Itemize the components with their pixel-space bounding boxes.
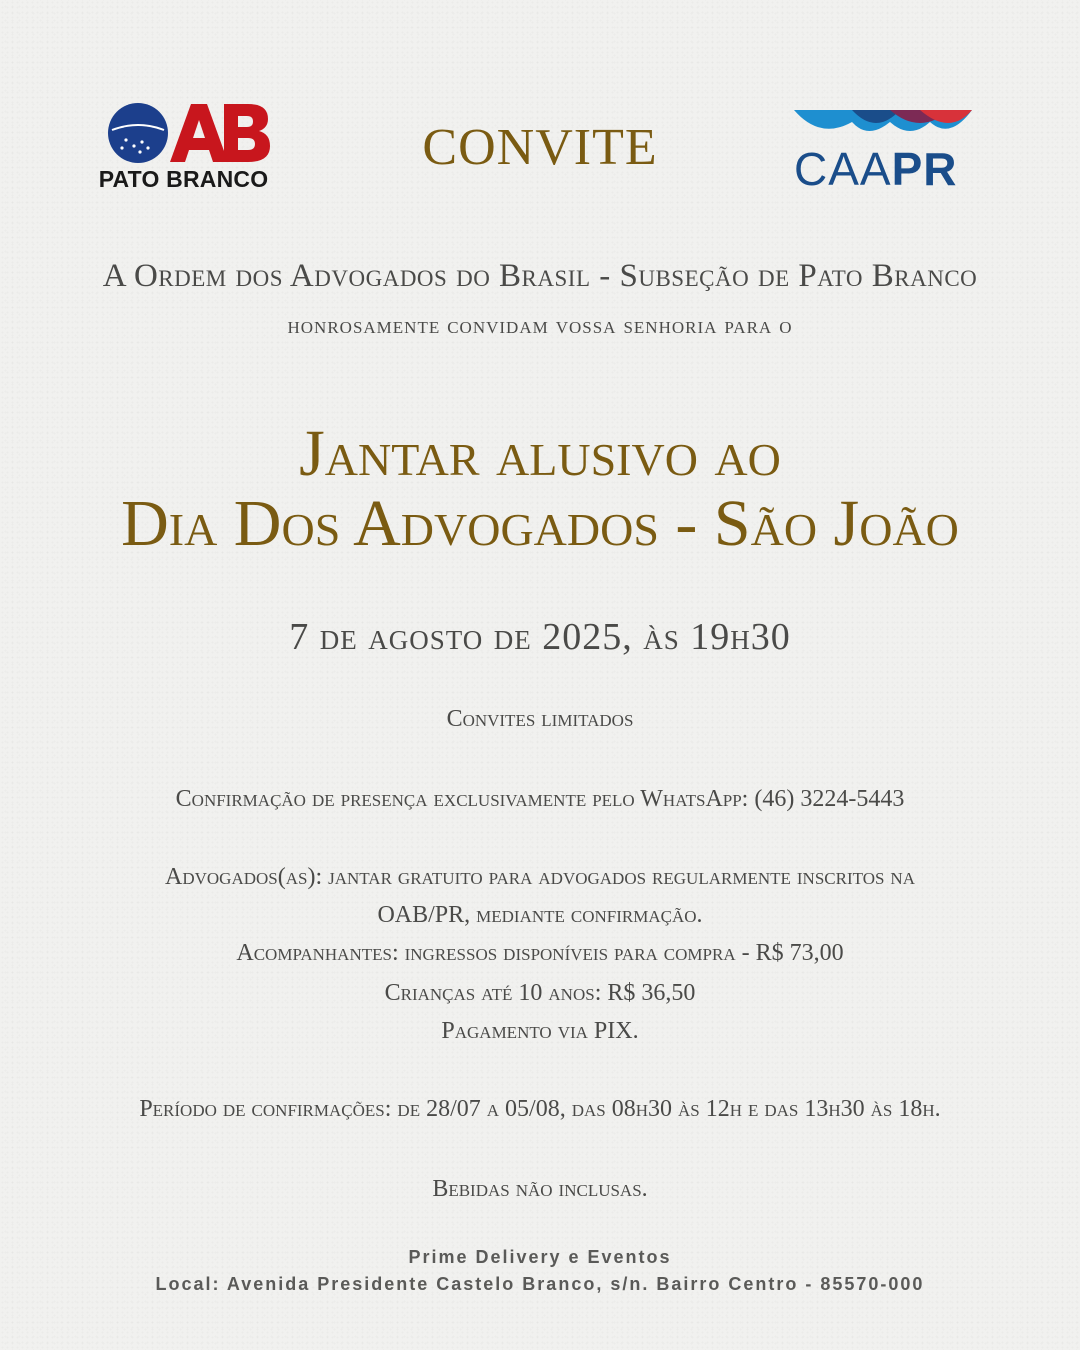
confirmation-period: Período de confirmações: de 28/07 a 05/08, das 08h30 às 12h e das 13h30 às 18h.: [139, 1096, 941, 1122]
caapr-wordmark: CAAPR: [794, 143, 958, 195]
venue-address: Local: Avenida Presidente Castelo Branco, s/n. Bairro Centro - 85570-000: [155, 1274, 925, 1294]
event-title-line-2: Dia Dos Advogados - São João: [121, 487, 959, 560]
lawyers-info-line-2: OAB/PR, mediante confirmação.: [377, 902, 703, 928]
oab-caption: PATO BRANCO: [98, 166, 269, 192]
event-date: 7 de agosto de 2025, às 19h30: [289, 616, 791, 658]
confirmation-contact: Confirmação de presença exclusivamente pelo WhatsApp: (46) 3224-5443: [175, 786, 905, 812]
payment-method: Pagamento via PIX.: [441, 1018, 639, 1044]
venue-name: Prime Delivery e Eventos: [408, 1247, 672, 1267]
companions-price: Acompanhantes: ingressos disponíveis para compra - R$ 73,00: [236, 940, 844, 966]
drinks-note: Bebidas não inclusas.: [432, 1176, 648, 1202]
children-price: Crianças até 10 anos: R$ 36,50: [384, 980, 696, 1006]
intro-line-2: honrosamente convidam vossa senhoria para o: [287, 313, 793, 339]
invitation-title: CONVITE: [422, 119, 658, 176]
event-title-line-1: Jantar alusivo ao: [299, 417, 781, 490]
lawyers-info-line-1: Advogados(as): jantar gratuito para advogados regularmente inscritos na: [165, 864, 915, 890]
oab-pato-branco-logo: [96, 100, 271, 200]
intro-line-1: A Ordem dos Advogados do Brasil - Subseção de Pato Branco: [102, 258, 978, 294]
oab-emblem-icon: [96, 100, 271, 166]
caapr-logo: [790, 106, 980, 196]
limited-invitations-note: Convites limitados: [446, 706, 634, 732]
caapr-waves-icon: [790, 106, 976, 140]
